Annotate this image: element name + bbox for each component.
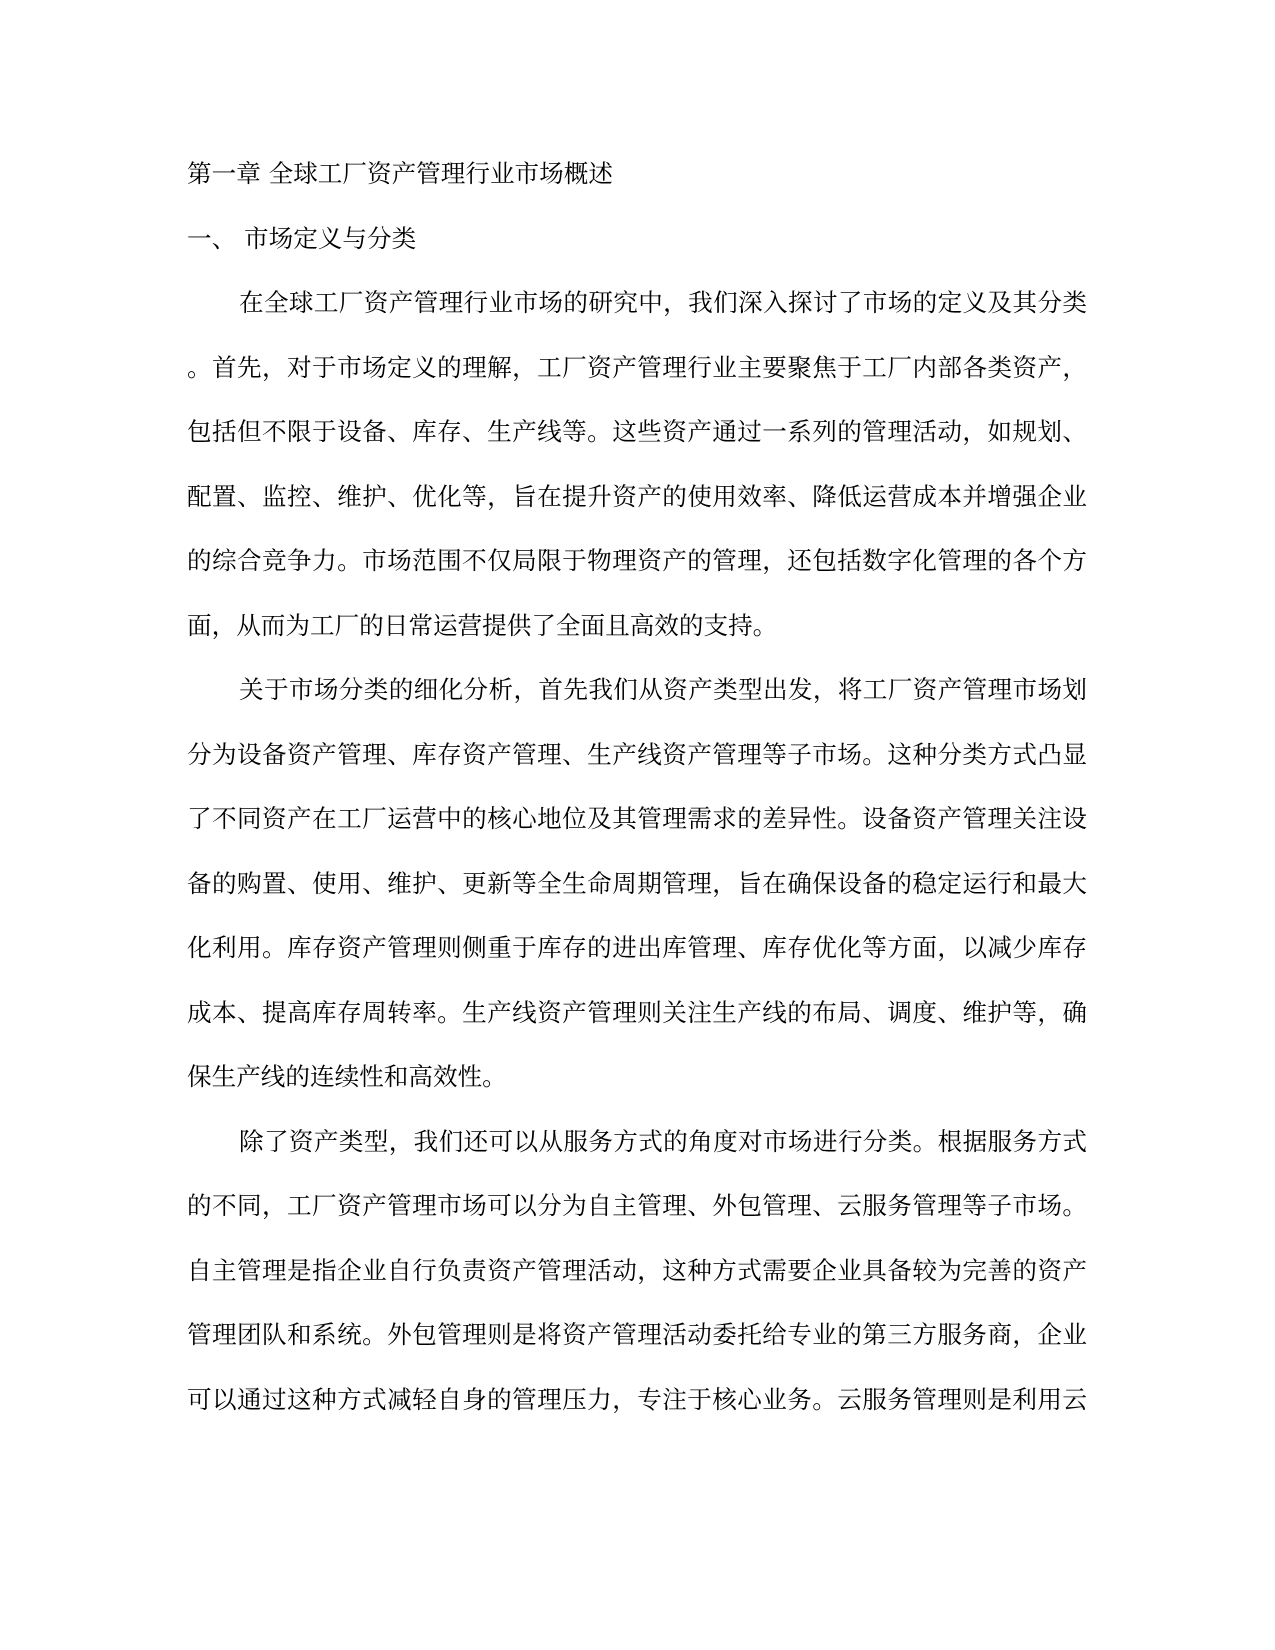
body-line: 化利用。库存资产管理则侧重于库存的进出库管理、库存优化等方面，以减少库存 (187, 933, 1087, 962)
body-line: 保生产线的连续性和高效性。 (187, 1062, 507, 1091)
body-line: 分为设备资产管理、库存资产管理、生产线资产管理等子市场。这种分类方式凸显 (187, 739, 1087, 769)
body-line: 。首先，对于市场定义的理解，工厂资产管理行业主要聚焦于工厂内部各类资产， (187, 352, 1087, 382)
body-line: 自主管理是指企业自行负责资产管理活动，这种方式需要企业具备较为完善的资产 (187, 1255, 1087, 1285)
body-line: 管理团队和系统。外包管理则是将资产管理活动委托给专业的第三方服务商，企业 (187, 1320, 1087, 1349)
document-body (187, 142, 1087, 1432)
body-line: 备的购置、使用、维护、更新等全生命周期管理，旨在确保设备的稳定运行和最大 (187, 868, 1087, 898)
body-line: 成本、提高库存周转率。生产线资产管理则关注生产线的布局、调度、维护等，确 (187, 997, 1087, 1027)
body-line: 可以通过这种方式减轻自身的管理压力，专注于核心业务。云服务管理则是利用云 (187, 1384, 1087, 1414)
body-line: 包括但不限于设备、库存、生产线等。这些资产通过一系列的管理活动，如规划、 (187, 417, 1087, 446)
body-line: 配置、监控、维护、优化等，旨在提升资产的使用效率、降低运营成本并增强企业 (187, 481, 1087, 511)
body-line: 了不同资产在工厂运营中的核心地位及其管理需求的差异性。设备资产管理关注设 (187, 804, 1087, 833)
chapter-title: 第一章 全球工厂资产管理行业市场概述 (187, 159, 613, 188)
body-line: 关于市场分类的细化分析，首先我们从资产类型出发，将工厂资产管理市场划 (239, 675, 1087, 704)
body-line: 的不同，工厂资产管理市场可以分为自主管理、外包管理、云服务管理等子市场。 (187, 1191, 1087, 1220)
body-line: 面，从而为工厂的日常运营提供了全面且高效的支持。 (187, 610, 778, 640)
body-line: 在全球工厂资产管理行业市场的研究中，我们深入探讨了市场的定义及其分类 (239, 288, 1087, 317)
section-heading: 一、 市场定义与分类 (187, 223, 417, 253)
body-line: 除了资产类型，我们还可以从服务方式的角度对市场进行分类。根据服务方式 (239, 1126, 1087, 1156)
body-line: 的综合竞争力。市场范围不仅局限于物理资产的管理，还包括数字化管理的各个方 (187, 546, 1087, 575)
